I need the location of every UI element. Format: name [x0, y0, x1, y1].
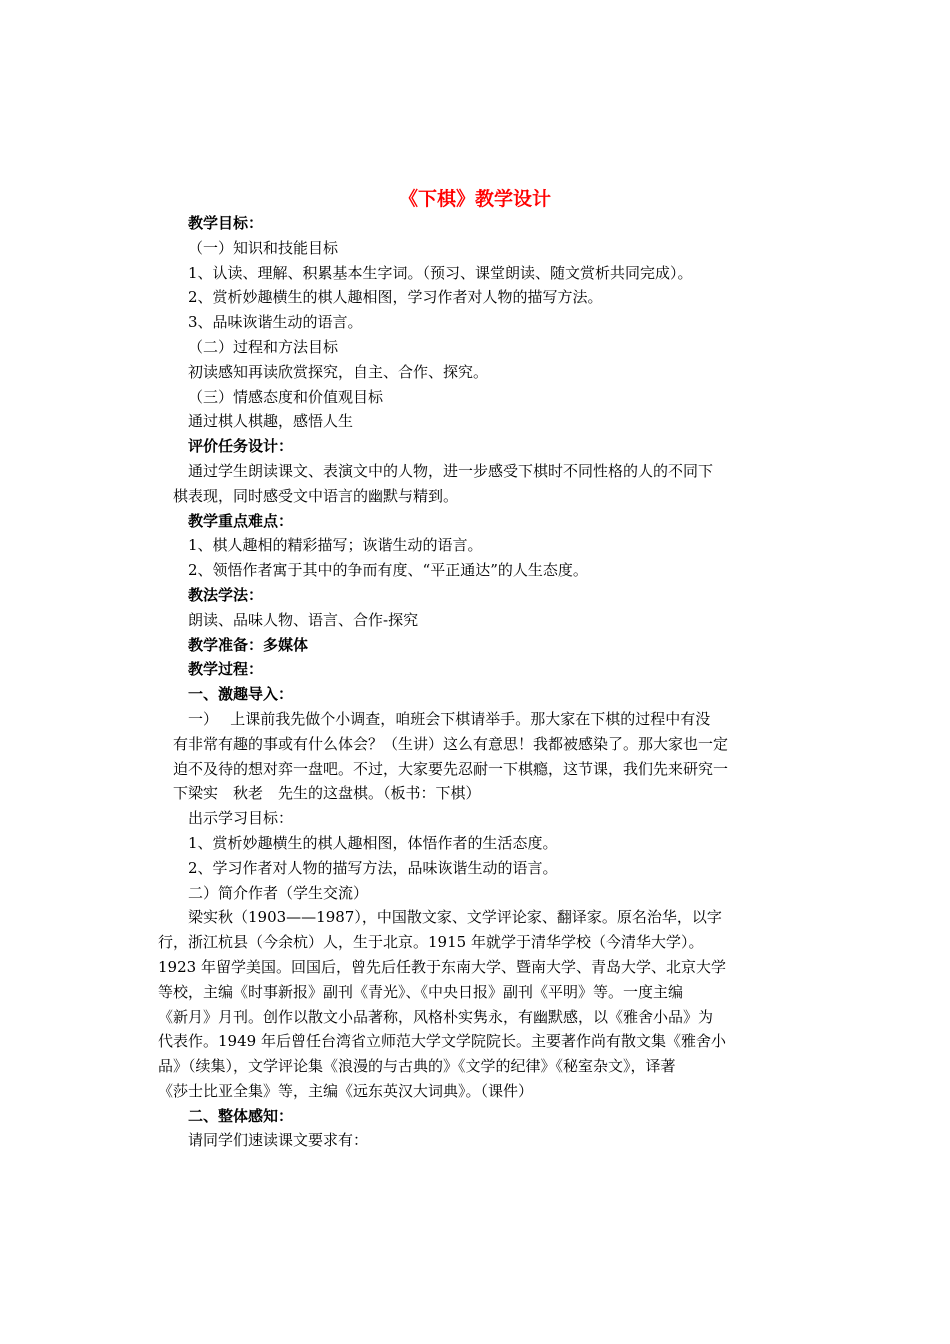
section-heading: 教学过程：	[188, 660, 264, 679]
section-heading: 教学目标：	[188, 214, 264, 232]
text-line: 通过棋人棋趣，感悟人生	[188, 412, 354, 431]
key-points-section	[188, 509, 803, 707]
text-line: （三）情感态度和价值观目标	[188, 387, 384, 406]
overview-section	[188, 1104, 803, 1154]
author-paragraph	[158, 905, 803, 1103]
paragraph-line: 有非常有趣的事或有什么体会？（生讲）这么有意思！我都被感染了。那大家也一定	[173, 734, 729, 753]
section-heading: 二、整体感知：	[188, 1106, 294, 1125]
paragraph-line: 梁实秋（1903——1987），中国散文家、文学评论家、翻译家。原名治华，以字	[188, 908, 722, 927]
text-line: 出示学习目标：	[188, 809, 294, 828]
text-line: 2、学习作者对人物的描写方法，品味诙谐生动的语言。	[188, 858, 558, 877]
paragraph-line: 迫不及待的想对弈一盘吧。不过，大家要先忍耐一下棋瘾，这节课，我们先来研究一	[173, 759, 729, 778]
paragraph-line: 行，浙江杭县（今余杭）人，生于北京。1915 年就学于清华学校（今清华大学）。	[158, 933, 704, 952]
paragraph-line: 一） 上课前我先做个小调查，咱班会下棋请举手。那大家在下棋的过程中有没	[188, 709, 711, 728]
text-line: 二）简介作者（学生交流）	[188, 883, 369, 902]
text-line: 请同学们速读课文要求有：	[188, 1131, 369, 1150]
paragraph-line: 《莎士比亚全集》等，主编《远东英汉大词典》。（课件）	[158, 1081, 534, 1100]
paragraph-line: 《新月》月刊。创作以散文小品著称，风格朴实隽永，有幽默感，以《雅舍小品》为	[158, 1007, 714, 1026]
text-line: 1、棋人趣相的精彩描写；诙谐生动的语言。	[188, 536, 483, 555]
document-body	[158, 211, 803, 1153]
text-line: 3、品味诙谐生动的语言。	[188, 313, 363, 332]
paragraph-line: 通过学生朗读课文、表演文中的人物，进一步感受下棋时不同性格的人的不同下	[188, 461, 714, 480]
paragraph-line: 下梁实 秋老 先生的这盘棋。（板书：下棋）	[173, 784, 481, 803]
intro-paragraph	[173, 707, 803, 806]
section-heading: 教法学法：	[188, 585, 264, 604]
objectives-section	[188, 211, 803, 459]
text-line: 2、领悟作者寓于其中的争而有度、“平正通达”的人生态度。	[188, 561, 588, 580]
section-heading: 教学准备：多媒体	[188, 635, 309, 654]
paragraph-line: 等校，主编《时事新报》副刊《青光》、《中央日报》副刊《平明》等。一度主编	[158, 982, 684, 1001]
text-line: 1、赏析妙趣横生的棋人趣相图，体悟作者的生活态度。	[188, 833, 558, 852]
text-line: （二）过程和方法目标	[188, 337, 339, 356]
evaluation-paragraph	[173, 459, 803, 509]
learning-goals-section	[188, 806, 803, 905]
section-heading: 教学重点难点：	[188, 511, 294, 530]
text-line: （一）知识和技能目标	[188, 238, 339, 257]
paragraph-line: 品》（续集），文学评论集《浪漫的与古典的》《文学的纪律》《秘室杂文》，译著	[158, 1057, 676, 1076]
paragraph-line: 棋表现，同时感受文中语言的幽默与精到。	[173, 486, 459, 505]
paragraph-line: 代表作。1949 年后曾任台湾省立师范大学文学院院长。主要著作尚有散文集《雅舍小	[158, 1032, 726, 1051]
text-line: 1、认读、理解、积累基本生字词。（预习、课堂朗读、随文赏析共同完成）。	[188, 263, 693, 282]
text-line: 朗读、品味人物、语言、合作-探究	[188, 610, 419, 629]
section-heading: 一、激趣导入：	[188, 685, 294, 704]
section-heading: 评价任务设计：	[188, 437, 294, 456]
text-line: 初读感知再读欣赏探究，自主、合作、探究。	[188, 362, 489, 381]
document-title: 《下棋》教学设计	[398, 188, 551, 210]
paragraph-line: 1923 年留学美国。回国后，曾先后任教于东南大学、暨南大学、青岛大学、北京大学	[158, 957, 726, 976]
text-line: 2、赏析妙趣横生的棋人趣相图，学习作者对人物的描写方法。	[188, 288, 603, 307]
